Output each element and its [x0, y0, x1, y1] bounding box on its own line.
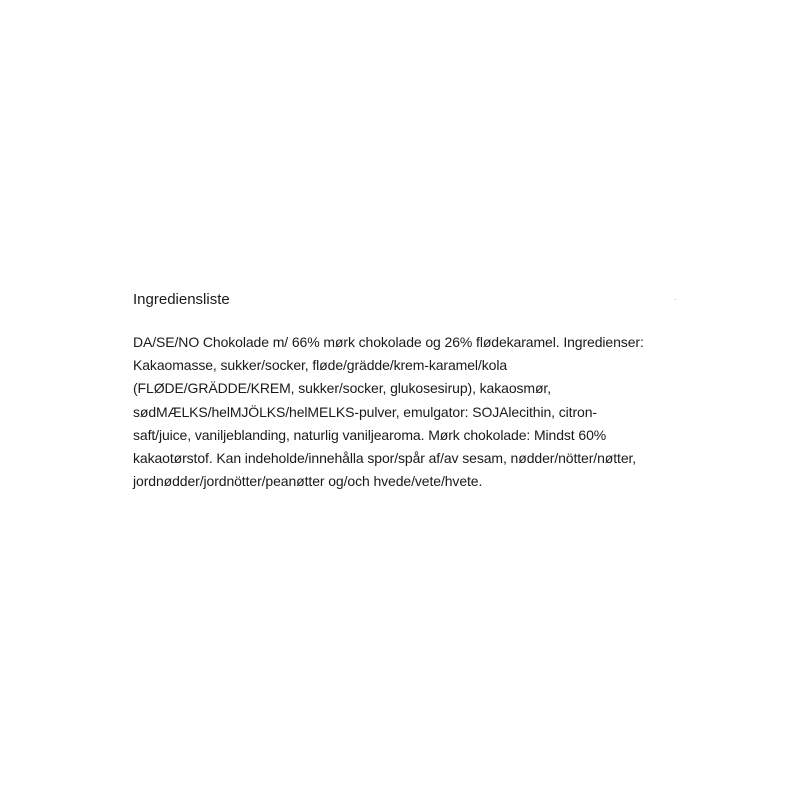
ingredients-line: kakaotørstof. Kan indeholde/innehålla spor/spår af/av sesam, nødder/nötter/nøtter, — [133, 450, 637, 467]
ingredients-line: DA/SE/NO Chokolade m/ 66% mørk chokolade og 26% flødekaramel. Ingredienser: — [133, 334, 644, 350]
ingredients-line: sødMÆLKS/helMJÖLKS/helMELKS-pulver, emulgator: SOJAlecithin, citron- — [133, 403, 597, 420]
ingredients-panel — [133, 289, 678, 493]
ingredients-line: jordnødder/jordnötter/peanøtter og/och hvede/vete/hvete. — [133, 473, 483, 490]
ingredients-line: Kakaomasse, sukker/socker, fløde/grädde/krem-karamel/kola — [133, 357, 508, 374]
decorative-dot — [675, 299, 676, 300]
ingredients-line: saft/juice, vaniljeblanding, naturlig vaniljearoma. Mørk chokolade: Mindst 60% — [133, 426, 607, 443]
ingredients-text — [133, 331, 678, 493]
ingredients-line: (FLØDE/GRÄDDE/KREM, sukker/socker, glukosesirup), kakaosmør, — [133, 380, 551, 397]
ingredients-heading: Ingrediensliste — [133, 291, 230, 308]
